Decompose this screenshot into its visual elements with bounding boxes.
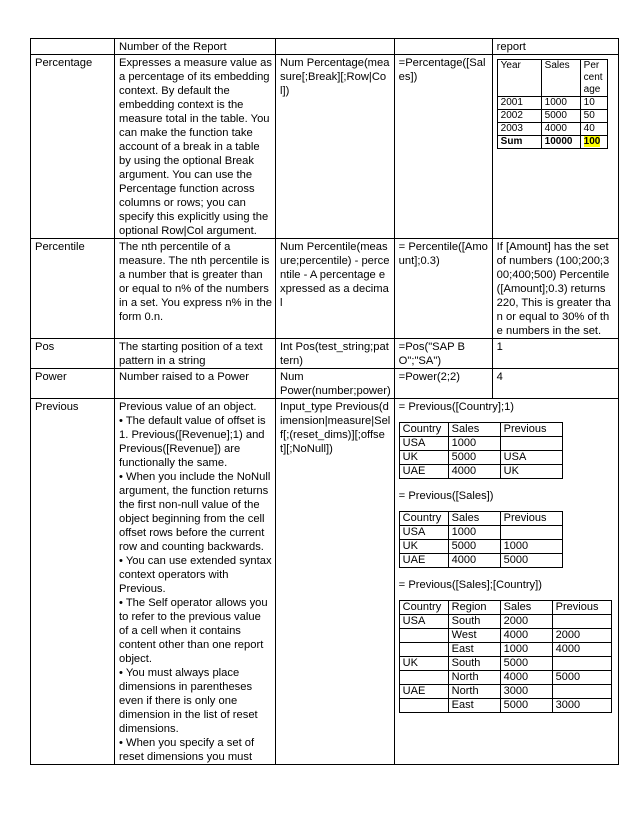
function-syntax: Input_type Previous(dimension|measure|Self[;(reset_dims)][;offset][;NoNull]) (276, 399, 395, 765)
col-header: Sales (448, 512, 500, 526)
table-cell: 4000 (500, 671, 552, 685)
table-row (399, 554, 562, 568)
table-cell: 10000 (541, 136, 580, 149)
function-example: 4 (492, 369, 618, 399)
previous-example-table-1 (399, 422, 563, 479)
table-row (399, 685, 611, 699)
cell-empty (276, 39, 395, 55)
col-header: Sales (500, 601, 552, 615)
table-cell: 40 (580, 123, 607, 136)
function-formula: =Power(2;2) (394, 369, 492, 399)
col-header: Country (399, 512, 448, 526)
table-cell: East (448, 643, 500, 657)
table-cell: 5000 (552, 671, 611, 685)
table-row (399, 601, 611, 615)
function-name: Power (31, 369, 115, 399)
table-cell: South (448, 657, 500, 671)
col-header: Country (399, 423, 448, 437)
table-cell: 4000 (541, 123, 580, 136)
table-cell-highlight (580, 136, 607, 149)
table-row (399, 512, 562, 526)
function-example: 1 (492, 339, 618, 369)
table-row (497, 60, 607, 97)
table-row (399, 629, 611, 643)
table-row (399, 643, 611, 657)
table-row-percentage (31, 55, 619, 239)
table-cell: 3000 (552, 699, 611, 713)
table-cell: Sum (497, 136, 541, 149)
table-cell: 1000 (500, 540, 562, 554)
table-cell: 5000 (500, 554, 562, 568)
function-example: If [Amount] has the set of numbers (100;200;300;400;500) Percentile([Amount];0.3) returns 220, This is greater than or equal to 30% of the numbers in the set. (492, 239, 618, 339)
previous-formula-1: = Previous([Country];1) (398, 401, 515, 413)
table-cell: USA (500, 451, 562, 465)
table-cell: 2001 (497, 97, 541, 110)
table-cell: USA (399, 526, 448, 540)
table-row (399, 671, 611, 685)
function-reference-table (30, 38, 619, 765)
function-syntax: Num Percentile(measure;percentile) - percentile - A percentage expressed as a decimal (276, 239, 395, 339)
function-description: Number raised to a Power (115, 369, 276, 399)
table-cell: 4000 (552, 643, 611, 657)
cell-empty (31, 39, 115, 55)
table-row-pos (31, 339, 619, 369)
function-syntax: Int Pos(test_string;pattern) (276, 339, 395, 369)
table-row-header (31, 39, 619, 55)
function-formula: =Pos("SAP BO";"SA") (394, 339, 492, 369)
table-cell (399, 629, 448, 643)
table-row (399, 699, 611, 713)
table-cell (552, 685, 611, 699)
table-cell: 5000 (541, 110, 580, 123)
table-cell: 2000 (500, 615, 552, 629)
table-cell (552, 657, 611, 671)
col-header: Previous (500, 423, 562, 437)
table-cell: South (448, 615, 500, 629)
table-row (399, 423, 562, 437)
table-row-percentile (31, 239, 619, 339)
table-cell: UAE (399, 554, 448, 568)
function-description: Previous value of an object. • The default value of offset is 1. Previous([Revenue];1) and Previous([Revenue]) are functionally the same. • When you include the NoNull argument, the function returns the first non-null value of the object beginning from the cell offset rows before the current row and counting backwards. • You can use extended syntax context operators with Previous. • The Self operator allows you to refer to the previous value of a cell when it contains content other than one report object. • You must always place dimensions in parentheses even if there is only one dimension in the list of reset dimensions. • When you specify a set of reset dimensions you must (115, 399, 276, 765)
table-row (497, 97, 607, 110)
table-row-sum (497, 136, 607, 149)
function-syntax: Num Power(number;power) (276, 369, 395, 399)
table-row (399, 526, 562, 540)
cell-header-report: report (492, 39, 618, 55)
col-header: Previous (500, 512, 562, 526)
table-row-previous (31, 399, 619, 765)
table-row (399, 615, 611, 629)
col-header: Region (448, 601, 500, 615)
col-header: Previous (552, 601, 611, 615)
table-cell: USA (399, 437, 448, 451)
table-row (497, 123, 607, 136)
table-cell (552, 615, 611, 629)
percentage-example-table (497, 59, 608, 149)
table-cell (399, 671, 448, 685)
table-cell (399, 643, 448, 657)
table-cell: 1000 (448, 437, 500, 451)
col-header: Year (497, 60, 541, 97)
table-cell (500, 437, 562, 451)
col-header: Sales (448, 423, 500, 437)
previous-example-table-3 (399, 600, 612, 713)
function-description: The starting position of a text pattern in a string (115, 339, 276, 369)
table-cell: UK (500, 465, 562, 479)
col-header: Sales (541, 60, 580, 97)
table-cell: 2002 (497, 110, 541, 123)
table-cell: USA (399, 615, 448, 629)
previous-examples-cell (394, 399, 618, 765)
table-cell: 1000 (448, 526, 500, 540)
table-cell: 2000 (552, 629, 611, 643)
table-row (399, 451, 562, 465)
table-cell: 4000 (448, 554, 500, 568)
table-cell: East (448, 699, 500, 713)
function-description: Expresses a measure value as a percentage of its embedding context. By default the embedding context is the measure total in the table. You can make the function take account of a break in a table by using the optional Break argument. You can use the Percentage function across columns or rows; you can specify this explicitly using the optional Row|Col argument. (115, 55, 276, 239)
table-cell: West (448, 629, 500, 643)
function-description: The nth percentile of a measure. The nth percentile is a number that is greater than or equal to n% of the numbers in a set. You express n% in the form 0.n. (115, 239, 276, 339)
table-cell: North (448, 685, 500, 699)
table-row (399, 657, 611, 671)
previous-formula-3: = Previous([Sales];[Country]) (398, 579, 542, 591)
table-cell: 3000 (500, 685, 552, 699)
table-cell: 50 (580, 110, 607, 123)
function-name: Percentile (31, 239, 115, 339)
function-formula: = Percentile([Amount];0.3) (394, 239, 492, 339)
col-header: Percentage (580, 60, 607, 97)
table-cell: UK (399, 451, 448, 465)
example-cell (492, 55, 618, 239)
table-cell: 10 (580, 97, 607, 110)
table-cell: 4000 (500, 629, 552, 643)
table-cell (399, 699, 448, 713)
table-cell: 4000 (448, 465, 500, 479)
table-row (399, 437, 562, 451)
table-cell: UAE (399, 465, 448, 479)
table-cell: 2003 (497, 123, 541, 136)
table-cell (500, 526, 562, 540)
table-cell: 5000 (448, 451, 500, 465)
table-cell: 5000 (500, 699, 552, 713)
table-row-power (31, 369, 619, 399)
function-name: Pos (31, 339, 115, 369)
cell-header-text: Number of the Report (115, 39, 276, 55)
cell-empty (394, 39, 492, 55)
table-row (399, 465, 562, 479)
table-row (497, 110, 607, 123)
table-cell: UK (399, 540, 448, 554)
table-cell: UAE (399, 685, 448, 699)
table-cell: North (448, 671, 500, 685)
table-cell: UK (399, 657, 448, 671)
previous-example-table-2 (399, 511, 563, 568)
table-cell: 5000 (448, 540, 500, 554)
table-cell: 1000 (541, 97, 580, 110)
previous-formula-2: = Previous([Sales]) (398, 490, 494, 502)
function-formula: =Percentage([Sales]) (394, 55, 492, 239)
col-header: Country (399, 601, 448, 615)
function-name: Previous (31, 399, 115, 765)
table-cell: 1000 (500, 643, 552, 657)
table-cell: 5000 (500, 657, 552, 671)
function-name: Percentage (31, 55, 115, 239)
highlighted-sum: 100 (583, 136, 601, 147)
table-row (399, 540, 562, 554)
function-syntax: Num Percentage(measure[;Break][;Row|Col]) (276, 55, 395, 239)
